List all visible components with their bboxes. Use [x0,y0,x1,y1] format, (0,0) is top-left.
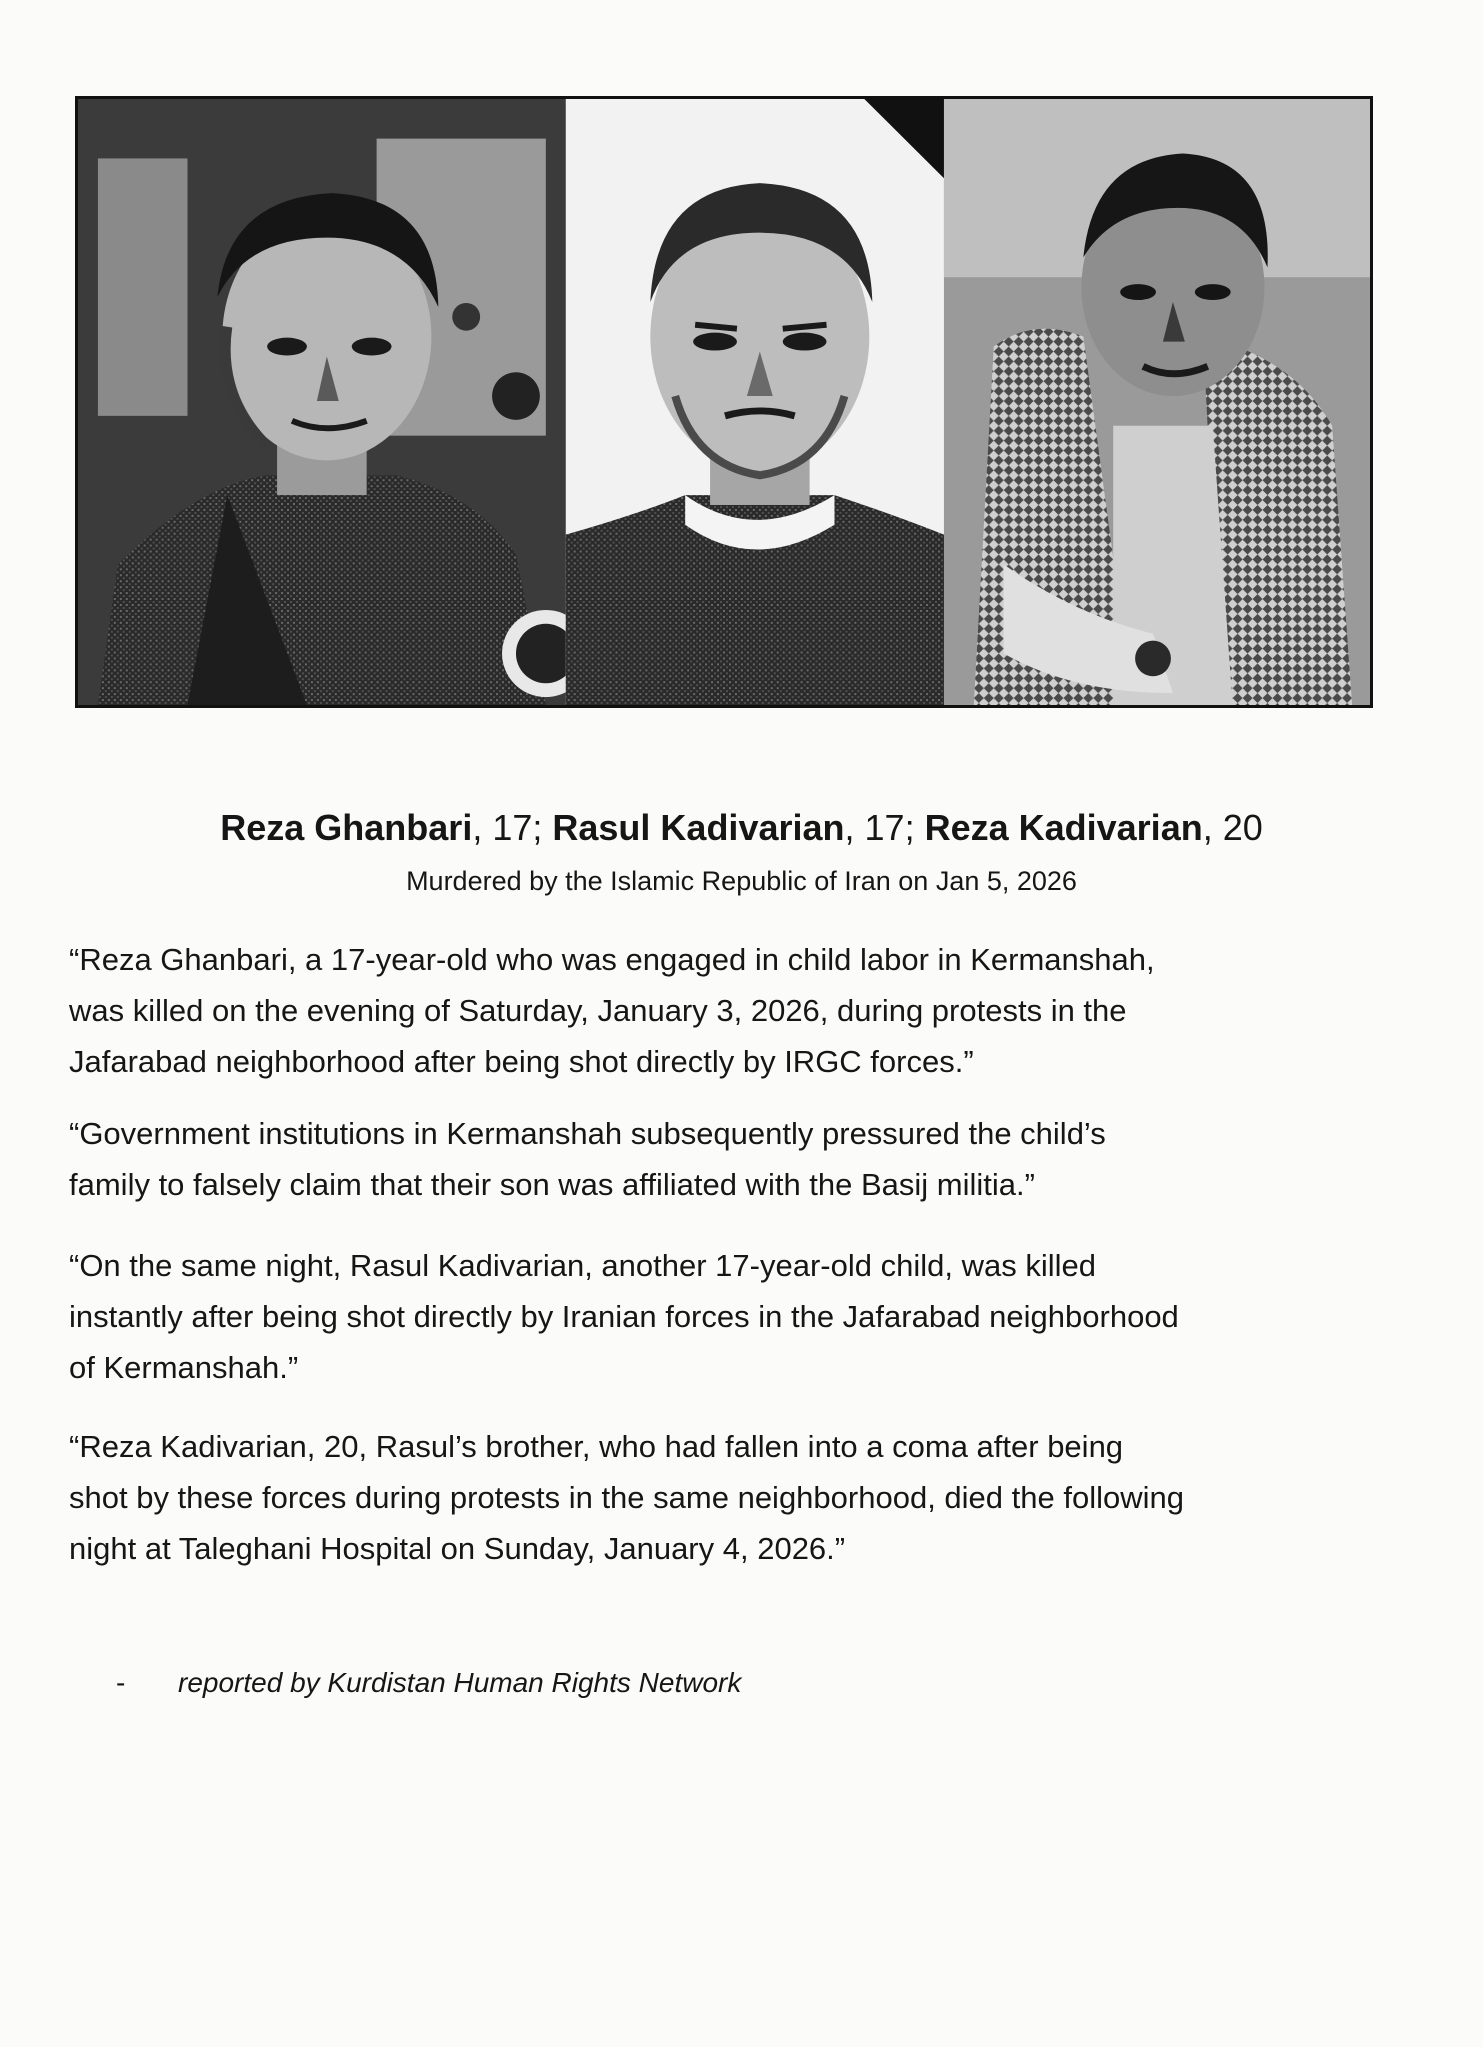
portrait-3 [944,99,1370,705]
quote-paragraph-2 [69,1108,1429,1210]
portrait-2 [566,99,944,705]
source-credit [116,1665,741,1701]
quote-line: shot by these forces during protests in the same neighborhood, died the following [69,1480,1184,1515]
quote-line: night at Taleghani Hospital on Sunday, January 4, 2026.” [69,1531,846,1566]
quote-line: Jafarabad neighborhood after being shot directly by IRGC forces.” [69,1044,974,1079]
quote-paragraph-3 [69,1240,1429,1393]
quote-paragraph-1 [69,934,1429,1087]
victim-3-age: , 20 [1202,807,1263,848]
portrait-photo-strip [75,96,1373,708]
credit-text: reported by Kurdistan Human Rights Network [178,1667,742,1698]
victim-1-age: , 17; [472,807,553,848]
quote-line: “On the same night, Rasul Kadivarian, another 17-year-old child, was killed [69,1248,1096,1283]
subheading: Murdered by the Islamic Republic of Iran on Jan 5, 2026 [406,866,1077,896]
victims-heading [0,806,1483,850]
quote-line: of Kermanshah.” [69,1350,299,1385]
credit-dash: - [116,1667,126,1698]
quote-line: was killed on the evening of Saturday, January 3, 2026, during protests in the [69,993,1127,1028]
victim-1-name: Reza Ghanbari [220,807,473,848]
quote-line: “Government institutions in Kermanshah subsequently pressured the child’s [69,1116,1106,1151]
quote-paragraph-4 [69,1421,1429,1574]
portrait-photos-graphic [78,99,1370,705]
victim-2-age: , 17; [844,807,925,848]
quote-line: “Reza Ghanbari, a 17-year-old who was engaged in child labor in Kermanshah, [69,942,1155,977]
victim-3-name: Reza Kadivarian [924,807,1203,848]
portrait-1 [78,99,590,705]
victim-2-name: Rasul Kadivarian [552,807,845,848]
quote-line: instantly after being shot directly by Iranian forces in the Jafarabad neighborhood [69,1299,1179,1334]
quote-line: family to falsely claim that their son was affiliated with the Basij militia.” [69,1167,1035,1202]
quote-line: “Reza Kadivarian, 20, Rasul’s brother, who had fallen into a coma after being [69,1429,1124,1464]
